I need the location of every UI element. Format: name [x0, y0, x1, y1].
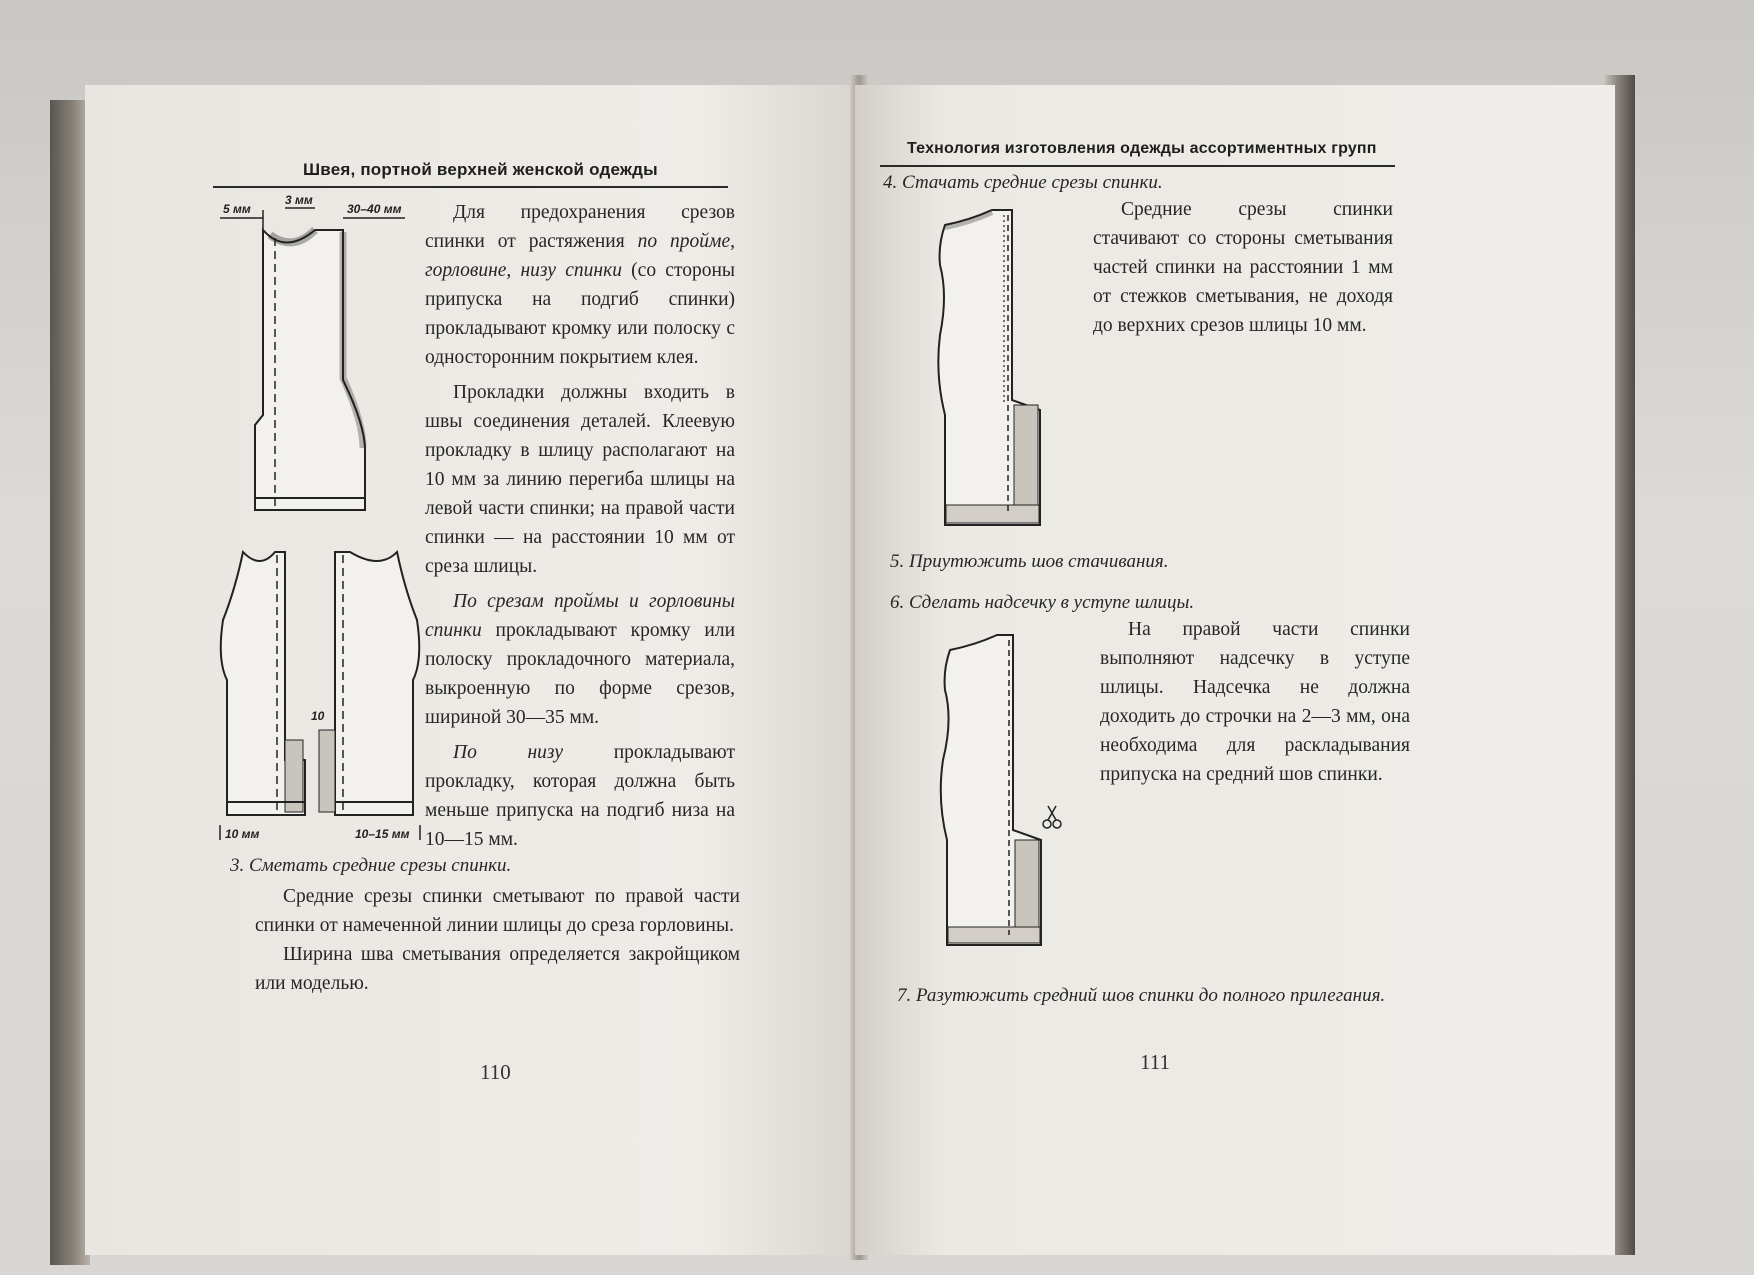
fig2-label-10mm: 10 мм — [225, 827, 260, 841]
paragraph-basting: Средние срезы спинки сметывают по правой части спинки от намеченной линии шлицы до среза горловины. — [255, 886, 740, 936]
paragraph-notch: На правой части спинки выполняют надсечку в уступе шлицы. Надсечка не должна доходить до строчки на 2—3 мм, она необходима для раскладывания припуска на средний шов спинки. — [1100, 619, 1410, 785]
open-book — [50, 75, 1635, 1265]
figure-back-edge-tape — [215, 190, 425, 520]
figure-back-halves-vent — [215, 540, 445, 850]
paragraph-armhole-neckline: По срезам проймы и горловины спинки прокладывают кромку или полоску прокладочного материала, выкроенную по форме срезов, шириной 30—35 мм. — [425, 591, 735, 728]
step-4-heading: 4. Стачать средние срезы спинки. — [883, 172, 1163, 193]
paragraph-seam-width: Ширина шва сметывания определяется закройщиком или моделью. — [255, 944, 740, 994]
step-3-heading: 3. Сметать средние срезы спинки. — [230, 855, 512, 876]
step-6-heading: 6. Сделать надсечку в уступе шлицы. — [890, 592, 1195, 613]
paragraph-edge-protection: Для предохранения срезов спинки от растяжения по пройме, горловине, низу спинки (со стороны припуска на подгиб спинки) прокладывают кромку или полоску с односторонним покрытием клея. — [425, 202, 736, 368]
figure-notch-vent — [935, 630, 1095, 955]
fig1-label-30-40mm: 30–40 мм — [347, 202, 402, 216]
step-5-heading: 5. Приутюжить шов стачивания. — [890, 551, 1169, 572]
left-bottom-text — [255, 882, 740, 998]
page-number-right: 111 — [1140, 1050, 1170, 1074]
scissors-icon — [1043, 806, 1061, 828]
fig2-label-10: 10 — [311, 709, 325, 723]
step-7-heading: 7. Разутюжить средний шов спинки до полного прилегания. — [897, 985, 1386, 1006]
page-number-left: 110 — [480, 1060, 511, 1084]
left-page — [85, 85, 855, 1255]
left-text-column — [425, 198, 735, 854]
header-rule-right — [880, 165, 1395, 167]
paragraph-stitching: Средние срезы спинки стачивают со стороны сметывания частей спинки на расстоянии 1 мм от стежков сметывания, не доходя до верхних срезов шлицы 10 мм. — [1093, 199, 1393, 336]
paragraph-hem: По низу прокладывают прокладку, которая должна быть меньше припуска на подгиб низа на 10—15 мм. — [425, 742, 735, 850]
fig1-label-3mm: 3 мм — [285, 193, 313, 207]
running-head-right: Технология изготовления одежды ассортиментных групп — [907, 140, 1377, 157]
figure-stitched-back-seam — [930, 205, 1070, 535]
running-head-left: Швея, портной верхней женской одежды — [303, 160, 658, 179]
fig2-label-10-15mm: 10–15 мм — [355, 827, 410, 841]
right-page — [855, 85, 1615, 1255]
right-text-lower — [1100, 615, 1410, 789]
fig1-label-5mm: 5 мм — [223, 202, 251, 216]
book-cover-left-edge — [50, 100, 90, 1265]
header-rule-left — [213, 186, 728, 188]
paragraph-interlining: Прокладки должны входить в швы соединения деталей. Клеевую прокладку в шлицу располагают на 10 мм за линию перегиба шлицы на левой части спинки; на правой части спинки — на расстоянии 10 мм от среза шлицы. — [425, 382, 735, 577]
right-text-upper — [1093, 195, 1393, 340]
